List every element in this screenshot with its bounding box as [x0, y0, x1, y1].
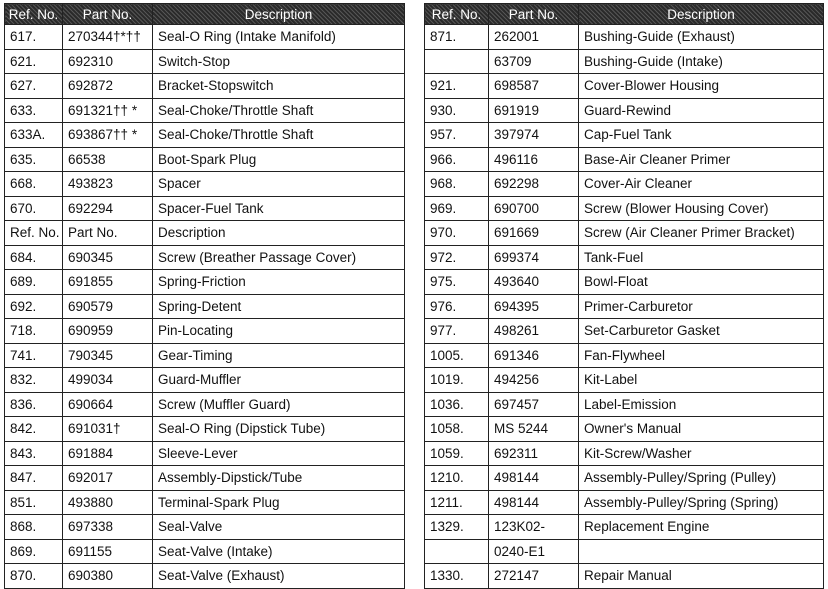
part-no-cell: 493640: [489, 270, 579, 295]
part-no-cell: 690579: [63, 294, 153, 319]
description-cell: Sleeve-Lever: [153, 441, 405, 466]
table-row: [5, 172, 405, 197]
part-no-cell: Part No.: [63, 221, 153, 246]
part-no-cell: 694395: [489, 294, 579, 319]
ref-no-cell: 635.: [5, 147, 63, 172]
part-no-cell: 691669: [489, 221, 579, 246]
ref-no-cell: 670.: [5, 196, 63, 221]
ref-no-cell: [425, 539, 489, 564]
part-no-cell: MS 5244: [489, 417, 579, 442]
table-row: [425, 441, 824, 466]
table-row: [425, 343, 824, 368]
table-row: [5, 466, 405, 491]
ref-no-cell: 741.: [5, 343, 63, 368]
part-no-cell: 692311: [489, 441, 579, 466]
ref-no-cell: 689.: [5, 270, 63, 295]
table-row: [5, 49, 405, 74]
description-cell: Tank-Fuel: [579, 245, 824, 270]
part-no-cell: 692298: [489, 172, 579, 197]
description-cell: Assembly-Dipstick/Tube: [153, 466, 405, 491]
table-row: [425, 123, 824, 148]
ref-no-cell: 843.: [5, 441, 63, 466]
part-no-cell: 0240-E1: [489, 539, 579, 564]
description-cell: [579, 539, 824, 564]
ref-no-cell: 930.: [425, 98, 489, 123]
ref-no-cell: 851.: [5, 490, 63, 515]
table-row: [425, 25, 824, 50]
description-cell: Primer-Carburetor: [579, 294, 824, 319]
table-row: [425, 147, 824, 172]
description-cell: Repair Manual: [579, 564, 824, 589]
part-no-cell: 123K02-: [489, 515, 579, 540]
part-no-cell: 690380: [63, 564, 153, 589]
description-cell: Screw (Air Cleaner Primer Bracket): [579, 221, 824, 246]
description-cell: Gear-Timing: [153, 343, 405, 368]
description-cell: Seal-O Ring (Intake Manifold): [153, 25, 405, 50]
table-row: [425, 564, 824, 589]
table-row: [5, 147, 405, 172]
header-part-no: Part No.: [489, 4, 579, 25]
description-cell: Terminal-Spark Plug: [153, 490, 405, 515]
part-no-cell: 499034: [63, 368, 153, 393]
part-no-cell: 691919: [489, 98, 579, 123]
description-cell: Screw (Breather Passage Cover): [153, 245, 405, 270]
ref-no-cell: 1019.: [425, 368, 489, 393]
description-cell: Fan-Flywheel: [579, 343, 824, 368]
description-cell: Seal-Choke/Throttle Shaft: [153, 98, 405, 123]
ref-no-cell: 1005.: [425, 343, 489, 368]
ref-no-cell: 972.: [425, 245, 489, 270]
ref-no-cell: 617.: [5, 25, 63, 50]
ref-no-cell: 966.: [425, 147, 489, 172]
ref-no-cell: 1059.: [425, 441, 489, 466]
part-no-cell: 698587: [489, 74, 579, 99]
description-cell: Screw (Muffler Guard): [153, 392, 405, 417]
ref-no-cell: 977.: [425, 319, 489, 344]
ref-no-cell: 1058.: [425, 417, 489, 442]
description-cell: Bushing-Guide (Exhaust): [579, 25, 824, 50]
table-row: [425, 539, 824, 564]
part-no-cell: 692310: [63, 49, 153, 74]
part-no-cell: 697338: [63, 515, 153, 540]
description-cell: Cover-Blower Housing: [579, 74, 824, 99]
ref-no-cell: 836.: [5, 392, 63, 417]
description-cell: Description: [153, 221, 405, 246]
description-cell: Seal-Valve: [153, 515, 405, 540]
table-row: [5, 25, 405, 50]
description-cell: Seal-Choke/Throttle Shaft: [153, 123, 405, 148]
part-no-cell: 270344†*††: [63, 25, 153, 50]
table-row: [5, 270, 405, 295]
part-no-cell: 691031†: [63, 417, 153, 442]
part-no-cell: 690959: [63, 319, 153, 344]
table-row: [5, 343, 405, 368]
description-cell: Seal-O Ring (Dipstick Tube): [153, 417, 405, 442]
table-row: [425, 294, 824, 319]
parts-table-right: [424, 3, 824, 589]
parts-table-left: [4, 3, 405, 589]
description-cell: Switch-Stop: [153, 49, 405, 74]
part-no-cell: 496116: [489, 147, 579, 172]
table-row: [425, 221, 824, 246]
table-row: [5, 196, 405, 221]
description-cell: Set-Carburetor Gasket: [579, 319, 824, 344]
header-ref-no: Ref. No.: [425, 4, 489, 25]
ref-no-cell: 633.: [5, 98, 63, 123]
part-no-cell: 63709: [489, 49, 579, 74]
table-header-row: [425, 4, 824, 25]
description-cell: Bushing-Guide (Intake): [579, 49, 824, 74]
ref-no-cell: 869.: [5, 539, 63, 564]
table-row: [5, 368, 405, 393]
table-row: [5, 417, 405, 442]
table-row: [425, 98, 824, 123]
table-row: [425, 392, 824, 417]
part-no-cell: 699374: [489, 245, 579, 270]
ref-no-cell: 1330.: [425, 564, 489, 589]
part-no-cell: 690664: [63, 392, 153, 417]
table-row: [5, 515, 405, 540]
table-row: [425, 196, 824, 221]
ref-no-cell: 1211.: [425, 490, 489, 515]
table-row: [425, 515, 824, 540]
table-row: [5, 539, 405, 564]
part-no-cell: 691346: [489, 343, 579, 368]
part-no-cell: 790345: [63, 343, 153, 368]
part-no-cell: 498261: [489, 319, 579, 344]
ref-no-cell: 847.: [5, 466, 63, 491]
part-no-cell: 498144: [489, 490, 579, 515]
table-row: [425, 490, 824, 515]
description-cell: Assembly-Pulley/Spring (Pulley): [579, 466, 824, 491]
part-no-cell: 692294: [63, 196, 153, 221]
part-no-cell: 692872: [63, 74, 153, 99]
table-row: [5, 74, 405, 99]
description-cell: Spacer: [153, 172, 405, 197]
table-row: [5, 245, 405, 270]
ref-no-cell: [425, 49, 489, 74]
ref-no-cell: 692.: [5, 294, 63, 319]
table-row: [5, 98, 405, 123]
description-cell: Spacer-Fuel Tank: [153, 196, 405, 221]
ref-no-cell: 957.: [425, 123, 489, 148]
ref-no-cell: 627.: [5, 74, 63, 99]
description-cell: Assembly-Pulley/Spring (Spring): [579, 490, 824, 515]
table-row: [425, 417, 824, 442]
ref-no-cell: 668.: [5, 172, 63, 197]
ref-no-cell: 1210.: [425, 466, 489, 491]
ref-no-cell: 870.: [5, 564, 63, 589]
ref-no-cell: 718.: [5, 319, 63, 344]
part-no-cell: 692017: [63, 466, 153, 491]
ref-no-cell: 970.: [425, 221, 489, 246]
part-no-cell: 66538: [63, 147, 153, 172]
ref-no-cell: 868.: [5, 515, 63, 540]
table-row: [5, 294, 405, 319]
part-no-cell: 691884: [63, 441, 153, 466]
table-row: [425, 172, 824, 197]
part-no-cell: 397974: [489, 123, 579, 148]
ref-no-cell: 871.: [425, 25, 489, 50]
description-cell: Kit-Label: [579, 368, 824, 393]
part-no-cell: 691155: [63, 539, 153, 564]
ref-no-cell: 1036.: [425, 392, 489, 417]
part-no-cell: 693867†† *: [63, 123, 153, 148]
description-cell: Owner's Manual: [579, 417, 824, 442]
part-no-cell: 690700: [489, 196, 579, 221]
ref-no-cell: 621.: [5, 49, 63, 74]
header-part-no: Part No.: [63, 4, 153, 25]
ref-no-cell: 975.: [425, 270, 489, 295]
description-cell: Bowl-Float: [579, 270, 824, 295]
table-row: [5, 319, 405, 344]
description-cell: Spring-Detent: [153, 294, 405, 319]
table-row: [5, 392, 405, 417]
part-no-cell: 493823: [63, 172, 153, 197]
ref-no-cell: 976.: [425, 294, 489, 319]
description-cell: Label-Emission: [579, 392, 824, 417]
description-cell: Replacement Engine: [579, 515, 824, 540]
description-cell: Pin-Locating: [153, 319, 405, 344]
table-row: [425, 245, 824, 270]
ref-no-cell: 921.: [425, 74, 489, 99]
ref-no-cell: 968.: [425, 172, 489, 197]
ref-no-cell: Ref. No.: [5, 221, 63, 246]
table-row: [425, 368, 824, 393]
table-row: [5, 490, 405, 515]
description-cell: Screw (Blower Housing Cover): [579, 196, 824, 221]
part-no-cell: 272147: [489, 564, 579, 589]
part-no-cell: 493880: [63, 490, 153, 515]
part-no-cell: 690345: [63, 245, 153, 270]
table-row: [425, 466, 824, 491]
description-cell: Kit-Screw/Washer: [579, 441, 824, 466]
ref-no-cell: 1329.: [425, 515, 489, 540]
part-no-cell: 697457: [489, 392, 579, 417]
table-row: [5, 221, 405, 246]
ref-no-cell: 633A.: [5, 123, 63, 148]
part-no-cell: 494256: [489, 368, 579, 393]
table-row: [5, 441, 405, 466]
ref-no-cell: 832.: [5, 368, 63, 393]
table-row: [425, 74, 824, 99]
part-no-cell: 498144: [489, 466, 579, 491]
header-description: Description: [579, 4, 824, 25]
description-cell: Cap-Fuel Tank: [579, 123, 824, 148]
part-no-cell: 691321†† *: [63, 98, 153, 123]
ref-no-cell: 842.: [5, 417, 63, 442]
description-cell: Cover-Air Cleaner: [579, 172, 824, 197]
table-header-row: [5, 4, 405, 25]
part-no-cell: 262001: [489, 25, 579, 50]
description-cell: Seat-Valve (Intake): [153, 539, 405, 564]
description-cell: Guard-Muffler: [153, 368, 405, 393]
description-cell: Boot-Spark Plug: [153, 147, 405, 172]
header-description: Description: [153, 4, 405, 25]
table-row: [425, 319, 824, 344]
description-cell: Base-Air Cleaner Primer: [579, 147, 824, 172]
table-row: [425, 270, 824, 295]
description-cell: Bracket-Stopswitch: [153, 74, 405, 99]
description-cell: Guard-Rewind: [579, 98, 824, 123]
table-row: [425, 49, 824, 74]
part-no-cell: 691855: [63, 270, 153, 295]
table-row: [5, 564, 405, 589]
ref-no-cell: 969.: [425, 196, 489, 221]
header-ref-no: Ref. No.: [5, 4, 63, 25]
description-cell: Seat-Valve (Exhaust): [153, 564, 405, 589]
table-row: [5, 123, 405, 148]
description-cell: Spring-Friction: [153, 270, 405, 295]
ref-no-cell: 684.: [5, 245, 63, 270]
